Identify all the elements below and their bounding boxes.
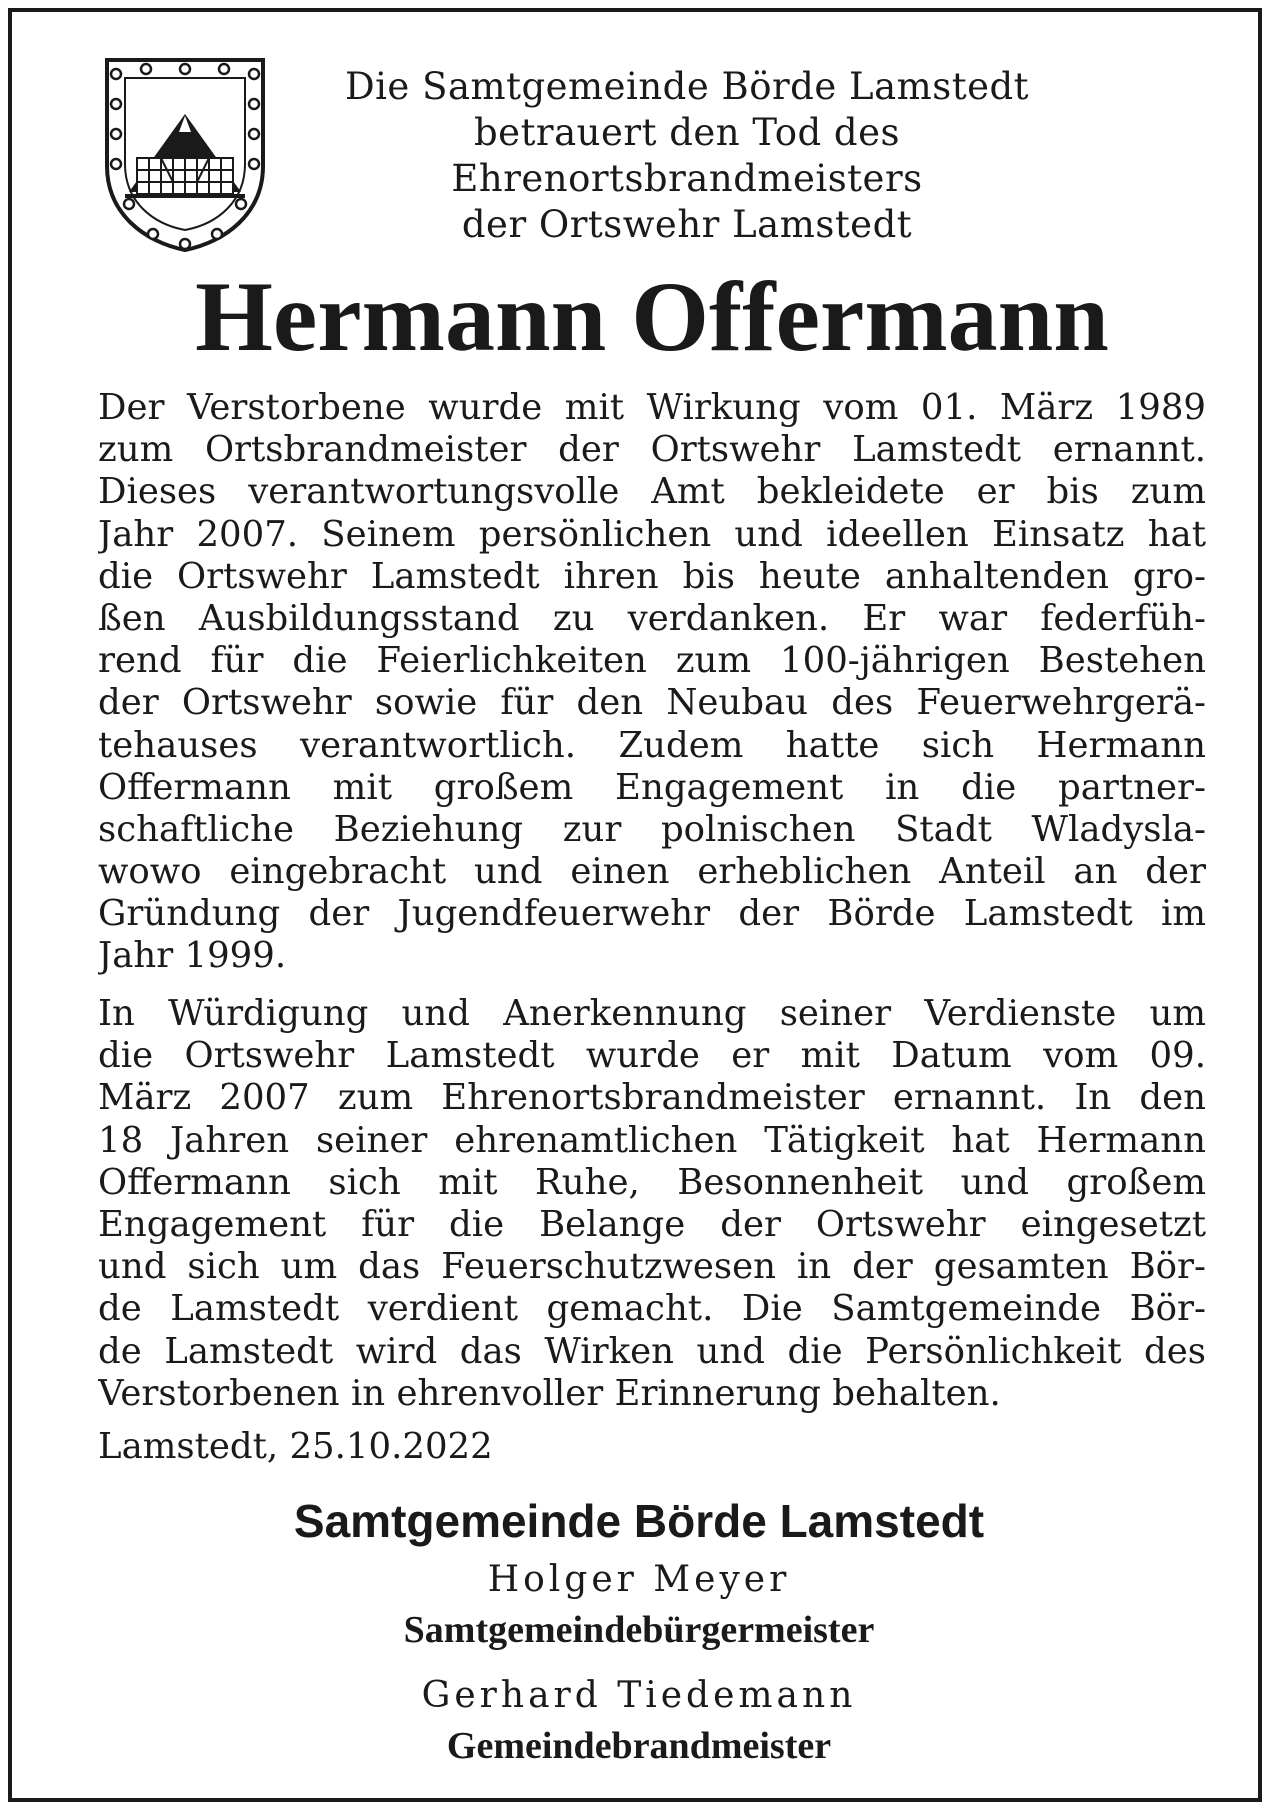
paragraph-line: wowo eingebracht und einen erheblichen Anteil an der [98, 851, 1206, 893]
paragraph-line: tehauses verantwortlich. Zudem hatte sich Hermann [98, 724, 1206, 766]
paragraph-line: Der Verstorbene wurde mit Wirkung vom 01. März 1989 [98, 387, 1206, 428]
paragraph-2 [98, 993, 1206, 1415]
paragraph-line: In Würdigung und Anerkennung seiner Verdienste um [98, 993, 1206, 1034]
paragraph-line: die Ortswehr Lamstedt ihren bis heute anhaltenden gro- [98, 555, 1206, 597]
paragraph-line: zum Ortsbrandmeister der Ortswehr Lamstedt ernannt. [98, 429, 1206, 471]
paragraph-line: de Lamstedt wird das Wirken und die Persönlichkeit des [98, 1330, 1206, 1372]
obituary-notice [8, 8, 1262, 1802]
signer-role: Gemeindebrandmeister [446, 1725, 832, 1767]
intro-line: Die Samtgemeinde Börde Lamstedt [344, 65, 1030, 108]
intro-text [282, 64, 1092, 248]
paragraph-line: Verstorbenen in ehrenvoller Erinnerung behalten. [98, 1372, 1001, 1414]
paragraph-line: Dieses verantwortungsvolle Amt bekleidete er bis zum [98, 471, 1206, 513]
paragraph-line: 18 Jahren seiner ehrenamtlichen Tätigkeit hat Hermann [98, 1119, 1206, 1161]
paragraph-line: Jahr 2007. Seinem persönlichen und ideellen Einsatz hat [98, 513, 1206, 555]
paragraph-line: die Ortswehr Lamstedt wurde er mit Datum vom 09. [98, 1035, 1206, 1077]
paragraph-line: schaftliche Beziehung zur polnischen Stadt Wladysla- [98, 808, 1206, 850]
paragraph-line: Gründung der Jugendfeuerwehr der Börde Lamstedt im [98, 893, 1206, 935]
signer-name: Gerhard Tiedemann [421, 1675, 857, 1716]
signer-role: Samtgemeindebürgermeister [403, 1609, 875, 1651]
signer-name: Holger Meyer [487, 1559, 791, 1600]
intro-line: der Ortswehr Lamstedt [461, 203, 913, 246]
paragraph-line: der Ortswehr sowie für den Neubau des Feuerwehrgerä- [98, 682, 1206, 724]
paragraph-line: rend für die Feierlichkeiten zum 100-jährigen Bestehen [98, 640, 1206, 682]
organization-name: Samtgemeinde Börde Lamstedt [293, 1495, 985, 1547]
paragraph-line: Offermann sich mit Ruhe, Besonnenheit und großem [98, 1161, 1206, 1203]
paragraph-line: Offermann mit großem Engagement in die partner- [98, 766, 1206, 808]
paragraph-line: ßen Ausbildungsstand zu verdanken. Er war federfüh- [98, 597, 1206, 639]
intro-line: betrauert den Tod des [473, 111, 900, 154]
paragraph-line: Jahr 1999. [98, 935, 287, 977]
paragraph-line: März 2007 zum Ehrenortsbrandmeister ernannt. In den [98, 1077, 1206, 1119]
municipal-crest-icon [101, 54, 269, 254]
paragraph-1 [98, 387, 1206, 978]
place-date: Lamstedt, 25.10.2022 [98, 1426, 493, 1467]
paragraph-line: und sich um das Feuerschutzwesen in der gesamten Bör- [98, 1246, 1206, 1288]
deceased-name: Hermann Offermann [195, 261, 1109, 372]
paragraph-line: de Lamstedt verdient gemacht. Die Samtgemeinde Bör- [98, 1288, 1206, 1330]
intro-line: Ehrenortsbrandmeisters [451, 157, 923, 200]
paragraph-line: Engagement für die Belange der Ortswehr eingesetzt [98, 1203, 1206, 1245]
